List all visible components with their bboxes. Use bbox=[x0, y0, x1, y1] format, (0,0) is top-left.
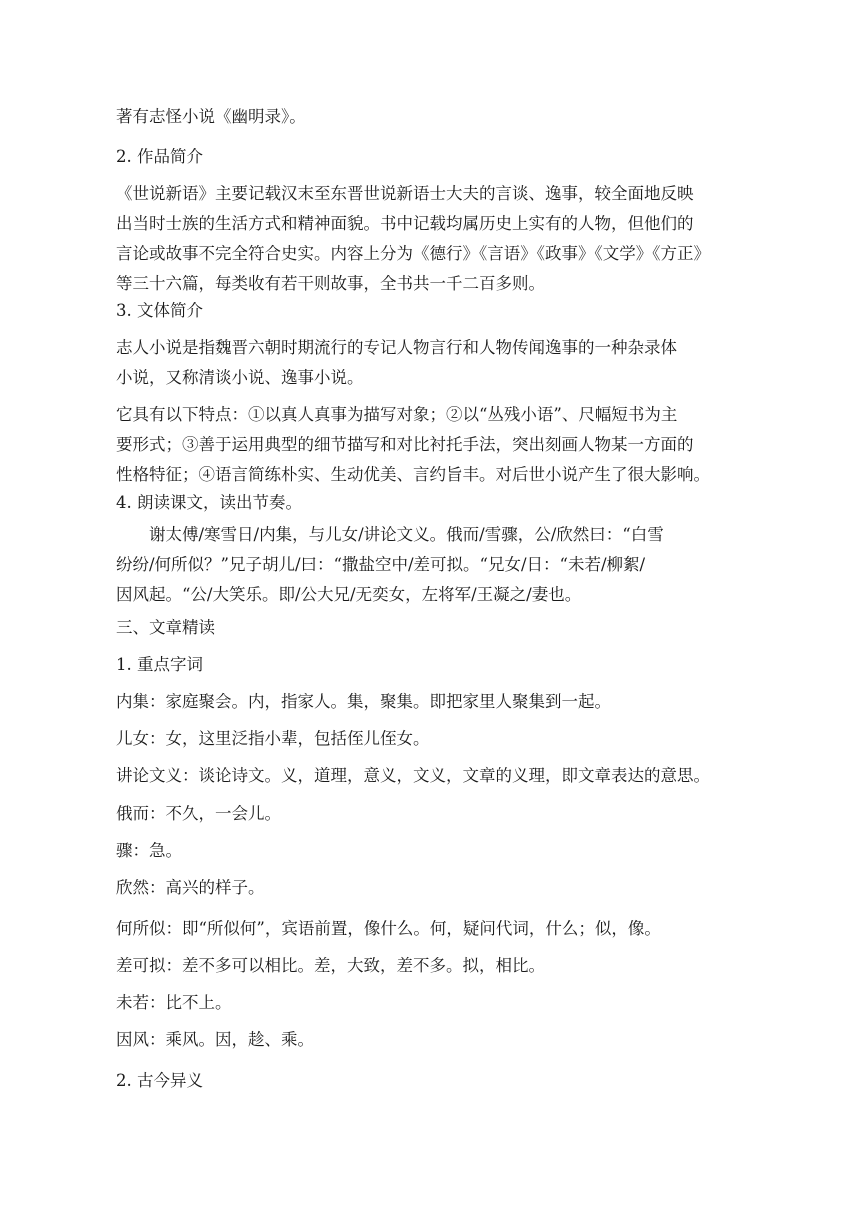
text-line: 要形式；③善于运用典型的细节描写和对比衬托手法，突出刻画人物某一方面的 bbox=[116, 435, 694, 454]
text-line: 因风：乘风。因，趁、乘。 bbox=[116, 1030, 314, 1049]
text-line: 小说，又称清谈小说、逸事小说。 bbox=[116, 368, 364, 387]
text-line: 4. 朗读课文，读出节奏。 bbox=[116, 493, 302, 512]
gloss-weiruo bbox=[116, 988, 742, 1018]
gloss-zhou bbox=[116, 836, 742, 866]
paragraph-genre-features bbox=[116, 400, 742, 490]
text-line: 俄而：不久，一会儿。 bbox=[116, 804, 281, 823]
text-line: 三、文章精读 bbox=[116, 618, 215, 637]
text-line: 差可拟：差不多可以相比。差，大致，差不多。拟，相比。 bbox=[116, 956, 545, 975]
heading-ancient-modern-meaning bbox=[116, 1066, 742, 1096]
text-line: 纷纷/何所似？”兄子胡儿/曰：“撒盐空中/差可拟。“兄女/日：“未若/柳絮/ bbox=[116, 555, 646, 574]
gloss-jianglunwenyi bbox=[116, 761, 742, 791]
text-line: 谢太傅/寒雪日/内集，与儿女/讲论文义。俄而/雪骤，公/欣然曰：“白雪 bbox=[149, 525, 664, 544]
paragraph-text-rhythm bbox=[116, 520, 742, 610]
paragraph-genre-definition bbox=[116, 333, 742, 393]
text-line: 言论或故事不完全符合史实。内容上分为《德行》《言语》《政事》《文学》《方正》 bbox=[116, 244, 710, 263]
section-heading-close-reading bbox=[116, 613, 742, 643]
text-line: 志人小说是指魏晋六朝时期流行的专记人物言行和人物传闻逸事的一种杂录体 bbox=[116, 338, 677, 357]
text-line: 欣然：高兴的样子。 bbox=[116, 878, 265, 897]
text-line: 出当时士族的生活方式和精神面貌。书中记载均属历史上实有的人物，但他们的 bbox=[116, 214, 694, 233]
paragraph-author-note bbox=[116, 102, 742, 132]
gloss-neiji bbox=[116, 687, 742, 717]
gloss-yinfeng bbox=[116, 1025, 742, 1055]
heading-key-words bbox=[116, 650, 742, 680]
text-line: 性格特征；④语言简练朴实、生动优美、言约旨丰。对后世小说产生了很大影响。 bbox=[116, 465, 710, 484]
text-line: 因风起。“公/大笑乐。即/公大兄/无奕女，左将军/王凝之/妻也。 bbox=[116, 585, 582, 604]
text-line: 2. 古今异义 bbox=[116, 1071, 203, 1090]
text-line: 它具有以下特点：①以真人真事为描写对象；②以“丛残小语”、尺幅短书为主 bbox=[116, 405, 678, 424]
text-line: 未若：比不上。 bbox=[116, 993, 232, 1012]
text-line: 何所似：即“所似何”，宾语前置，像什么。何，疑问代词，什么；似，像。 bbox=[116, 919, 661, 938]
text-line: 等三十六篇，每类收有若干则故事，全书共一千二百多则。 bbox=[116, 274, 545, 293]
text-line: 著有志怪小说《幽明录》。 bbox=[116, 107, 306, 126]
text-line: 讲论文义：谈论诗文。义，道理，意义，文义，文章的义理，即文章表达的意思。 bbox=[116, 766, 710, 785]
text-line: 《世说新语》主要记载汉末至东晋世说新语士大夫的言谈、逸事，较全面地反映 bbox=[116, 184, 694, 203]
text-line: 儿女：女，这里泛指小辈，包括侄儿侄女。 bbox=[116, 729, 430, 748]
text-line: 3. 文体简介 bbox=[116, 301, 203, 320]
heading-work-intro bbox=[116, 142, 742, 172]
gloss-eer bbox=[116, 799, 742, 829]
text-line: 1. 重点字词 bbox=[116, 655, 203, 674]
gloss-chakeni bbox=[116, 951, 742, 981]
text-line: 骤：急。 bbox=[116, 841, 182, 860]
gloss-xinran bbox=[116, 873, 742, 903]
gloss-hesuosi bbox=[116, 914, 742, 944]
text-line: 内集：家庭聚会。内，指家人。集，聚集。即把家里人聚集到一起。 bbox=[116, 692, 611, 711]
gloss-ernv bbox=[116, 724, 742, 754]
text-line: 2. 作品简介 bbox=[116, 147, 203, 166]
paragraph-work-intro bbox=[116, 179, 742, 299]
heading-genre-intro bbox=[116, 296, 742, 326]
heading-read-aloud bbox=[116, 488, 742, 518]
